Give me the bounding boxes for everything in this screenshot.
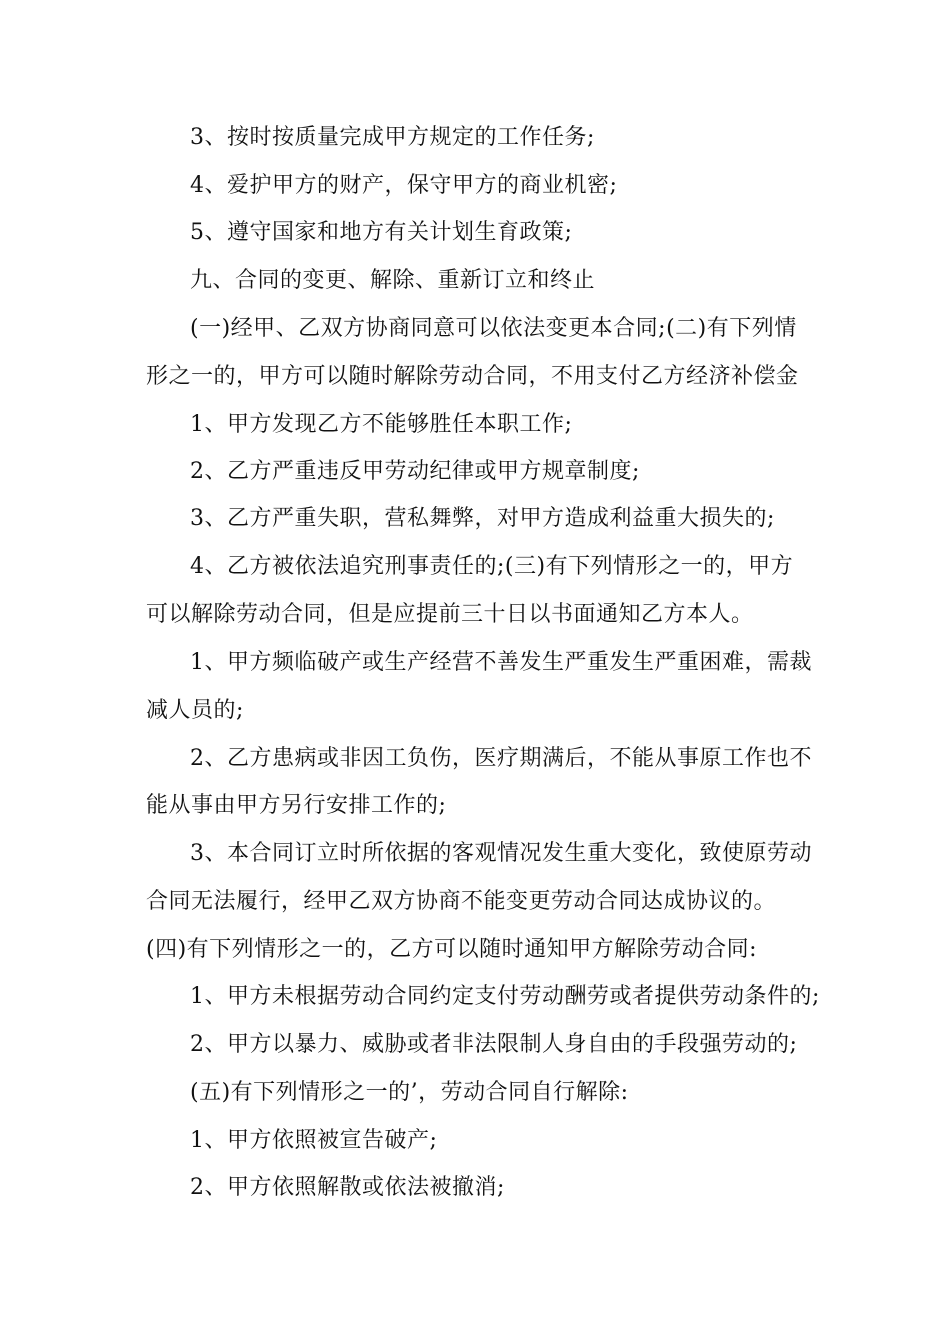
text-line: 1、甲方未根据劳动合同约定支付劳动酬劳或者提供劳动条件的;: [190, 984, 820, 1009]
text-line: 2、甲方依照解散或依法被撤消;: [190, 1175, 505, 1200]
text-line: (五)有下列情形之一的’，劳动合同自行解除:: [190, 1080, 629, 1105]
text-line: 2、甲方以暴力、威胁或者非法限制人身自由的手段强劳动的;: [190, 1032, 798, 1057]
text-line: 3、本合同订立时所依据的客观情况发生重大变化，致使原劳动: [190, 841, 812, 866]
text-line: 3、乙方严重失职，营私舞弊，对甲方造成利益重大损失的;: [190, 506, 775, 531]
text-line: 减人员的;: [146, 698, 244, 723]
text-line: (一)经甲、乙双方协商同意可以依法变更本合同;(二)有下列情: [190, 316, 797, 341]
section-heading: 九、合同的变更、解除、重新订立和终止: [190, 268, 596, 293]
text-line: 5、遵守国家和地方有关计划生育政策;: [190, 220, 573, 245]
text-line: 3、按时按质量完成甲方规定的工作任务;: [190, 125, 595, 150]
text-line: 2、乙方患病或非因工负伤，医疗期满后，不能从事原工作也不: [190, 746, 812, 771]
text-line: 4、乙方被依法追究刑事责任的;(三)有下列情形之一的，甲方: [190, 554, 794, 579]
text-line: 1、甲方发现乙方不能够胜任本职工作;: [190, 412, 573, 437]
text-line: 可以解除劳动合同，但是应提前三十日以书面通知乙方本人。: [146, 602, 754, 627]
text-line: 1、甲方依照被宣告破产;: [190, 1128, 438, 1153]
text-line: 4、爱护甲方的财产，保守甲方的商业机密;: [190, 173, 618, 198]
text-line: 合同无法履行，经甲乙双方协商不能变更劳动合同达成协议的。: [146, 889, 777, 914]
text-line: 1、甲方频临破产或生产经营不善发生严重发生严重困难，需裁: [190, 650, 812, 675]
text-line: 2、乙方严重违反甲劳动纪律或甲方规章制度;: [190, 459, 640, 484]
text-line: (四)有下列情形之一的，乙方可以随时通知甲方解除劳动合同:: [146, 937, 758, 962]
text-line: 形之一的，甲方可以随时解除劳动合同，不用支付乙方经济补偿金: [146, 364, 799, 389]
text-line: 能从事由甲方另行安排工作的;: [146, 793, 447, 818]
